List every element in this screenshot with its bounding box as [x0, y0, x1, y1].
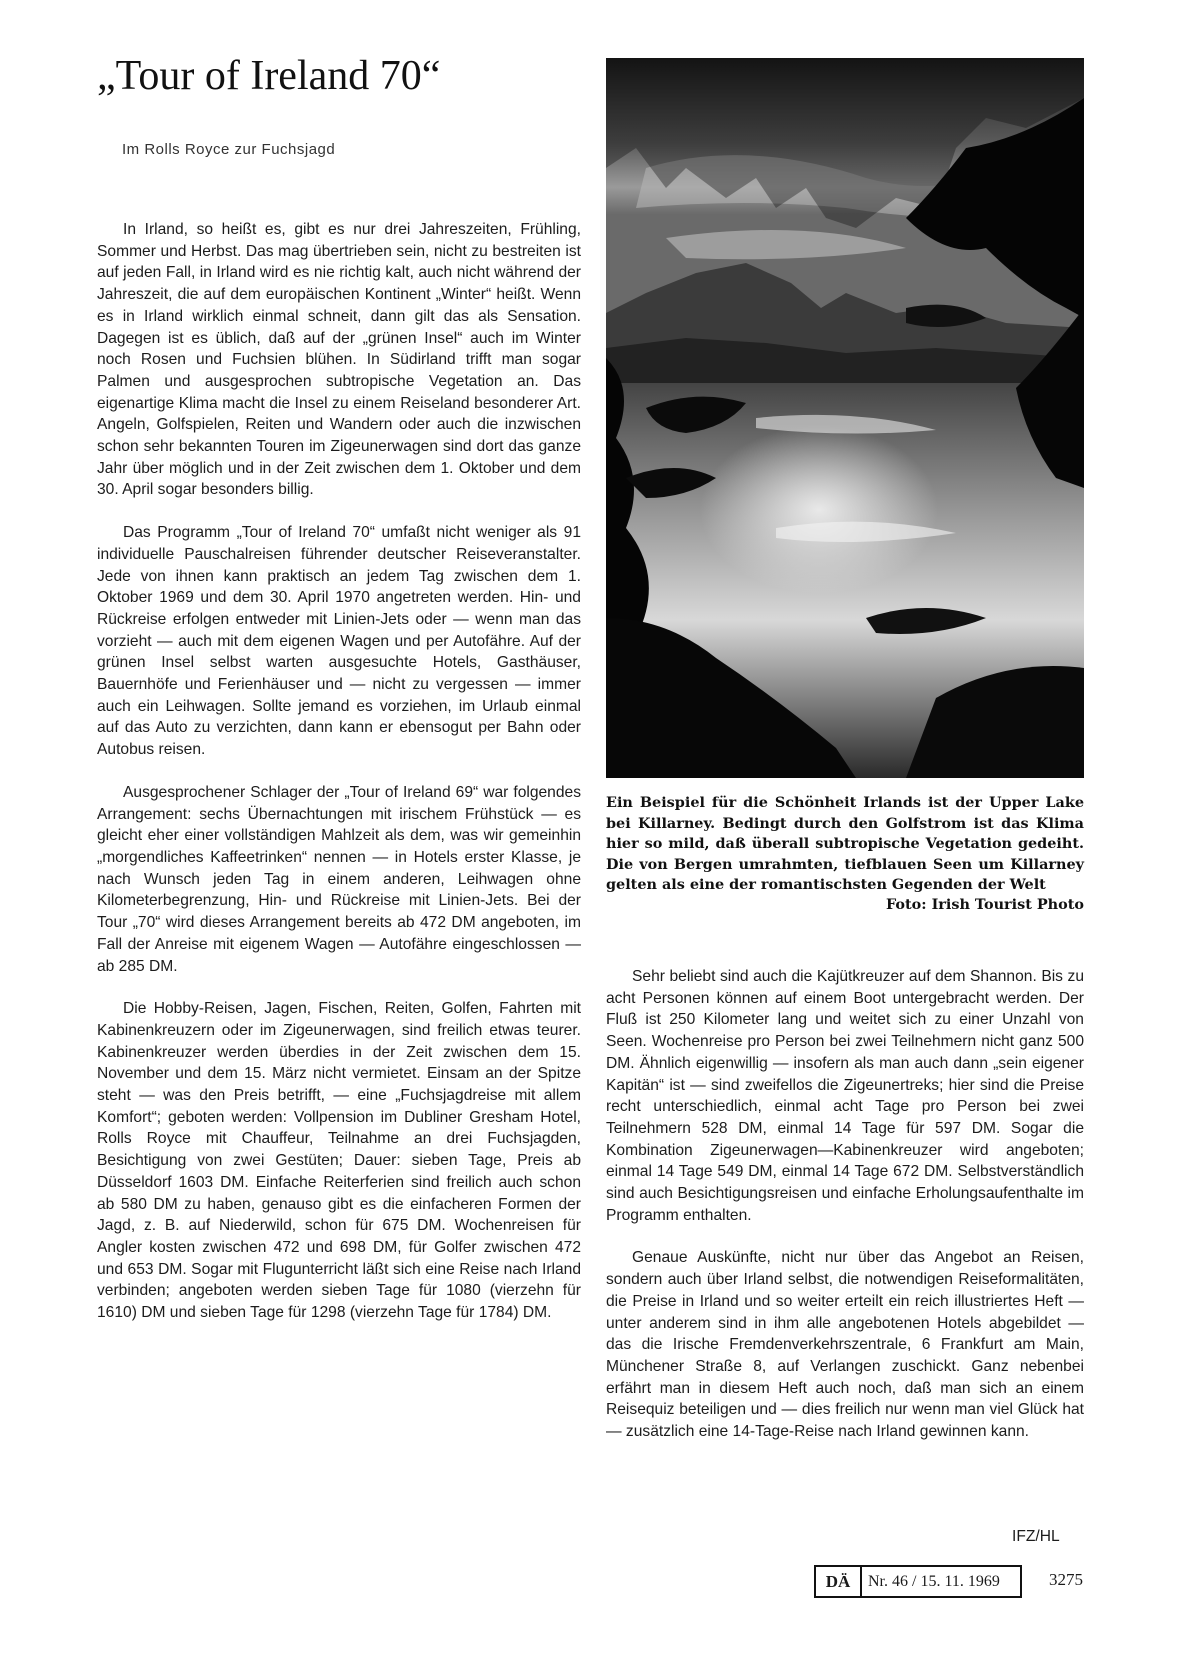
issue-number: Nr. 46 / 15. 11. 1969 [868, 1572, 1000, 1590]
page-number: 3275 [1049, 1570, 1083, 1589]
photo-credit: Foto: Irish Tourist Photo [885, 896, 1084, 913]
article-subtitle: Im Rolls Royce zur Fuchsjagd [122, 141, 336, 158]
author-signature: IFZ/HL [1012, 1528, 1060, 1545]
paragraph: Ausgesprochener Schlager der „Tour of Ireland 69“ war folgendes Arrangement: sechs Übernachtungen mit irischem Frühstück — es gleicht eher einer vollständigen Mahlzeit als dem, was wir gemeinhin „morgendliches Kaffeetrinken“ nennen — in Hotels erster Klasse, je nach Wunsch jeden Tag in einem anderen, Leihwagen ohne Kilometerbegrenzung, Hin- und Rückreise mit Linien-Jets. Bei der Tour „70“ wird dieses Arrangement bereits ab 472 DM angeboten, im Fall der Anreise mit eigenem Wagen — Autofähre eingeschlossen — ab 285 DM. [97, 783, 581, 975]
left-column [97, 219, 581, 1324]
footer-issue-box [814, 1565, 1022, 1598]
right-column [606, 966, 1084, 1443]
article-title: „Tour of Ireland 70“ [97, 53, 441, 99]
photo-caption: Ein Beispiel für die Schönheit Irlands ist der Upper Lake bei Killarney. Bedingt durch den Golfstrom ist das Klima hier so mild, daß überall subtropische Vegetation gedeiht. Die von Bergen umrahmten, tiefblauen Seen um Killarney gelten als eine der romantischsten Gegenden der Welt [606, 794, 1084, 893]
paragraph: In Irland, so heißt es, gibt es nur drei Jahreszeiten, Frühling, Sommer und Herbst. Das mag übertrieben sein, nicht zu bestreiten ist auf jeden Fall, in Irland wird es nie richtig kalt, auch nicht während der Jahreszeit, die auf dem europäischen Kontinent „Winter“ heißt. Wenn es in Irland wirklich einmal schneit, dann gilt das als Sensation. Dagegen ist es üblich, daß auf der „grünen Insel“ auch im Winter noch Rosen und Fuchsien blühen. In Südirland trifft man sogar Palmen und ausgesprochen subtropische Vegetation an. Das eigenartige Klima macht die Insel zu einem Reiseland besonderer Art. Angeln, Golfspielen, Reiten und Wandern oder auch die inzwischen schon sehr bekannten Touren im Zigeunerwagen sind dort das ganze Jahr über möglich und in der Zeit zwischen dem 1. Oktober und dem 30. April sogar besonders billig. [97, 221, 581, 499]
paragraph: Sehr beliebt sind auch die Kajütkreuzer auf dem Shannon. Bis zu acht Personen können auf einem Boot untergebracht werden. Der Fluß ist 250 Kilometer lang und weitet sich zu einer Unzahl von Seen. Wochenreise pro Person bei zwei Teilnehmern nicht ganz 500 DM. Ähnlich eigenwillig — insofern als man auch dann „sein eigener Kapitän“ ist — sind zweifellos die Zigeunertreks; hier sind die Preise recht unterschiedlich, einmal acht Tage pro Person bei zwei Teilnehmern 528 DM, einmal 14 Tage für 597 DM. Sogar die Kombination Zigeunerwagen—Kabinenkreuzer wird angeboten; einmal 14 Tage 549 DM, einmal 14 Tage 672 DM. Selbstverständlich sind auch Besichtigungsreisen und einfache Erholungsaufenthalte im Programm enthalten. [606, 968, 1084, 1224]
upper-lake-killarney-image [606, 58, 1084, 778]
paragraph: Genaue Auskünfte, nicht nur über das Angebot an Reisen, sondern auch über Irland selbst, die notwendigen Reiseformalitäten, die Preise in Irland und so weiter erteilt ein reich illustriertes Heft — unter anderem sind in ihm alle angebotenen Hotels abgebildet — das die Irische Fremdenverkehrszentrale, 6 Frankfurt am Main, Münchener Straße 8, auf Verlangen zuschickt. Ganz nebenbei erfährt man in diesem Heft auch noch, daß man sich an einem Reisequiz beteiligen und — dies freilich nur wenn man viel Glück hat — zusätzlich eine 14-Tage-Reise nach Irland gewinnen kann. [606, 1249, 1084, 1441]
lake-photo [606, 58, 1084, 778]
paragraph: Die Hobby-Reisen, Jagen, Fischen, Reiten, Golfen, Fahrten mit Kabinenkreuzern oder im Zigeunerwagen, sind freilich etwas teurer. Kabinenkreuzer werden überdies in der Zeit zwischen dem 15. November und dem 15. März nicht vermietet. Einsam an der Spitze steht — was den Preis betrifft, — eine „Fuchsjagdreise mit allem Komfort“; geboten werden: Vollpension im Dubliner Gresham Hotel, Rolls Royce mit Chauffeur, Teilnahme an drei Fuchsjagden, Besichtigung von zwei Gestüten; Dauer: sieben Tage, Preis ab Düsseldorf 1603 DM. Einfache Reiterferien sind freilich auch schon ab 580 DM zu haben, genauso gibt es die einfacheren Formen der Jagd, z. B. auf Niederwild, schon für 675 DM. Wochenreisen für Angler kosten zwischen 472 und 698 DM, für Golfer zwischen 472 und 653 DM. Sogar mit Flugunterricht läßt sich eine Reise nach Irland verbinden; angeboten werden sieben Tage für 1080 (vierzehn für 1610) DM und sieben Tage für 1298 (vierzehn Tage für 1784) DM. [97, 1000, 581, 1322]
journal-logo: DÄ [816, 1567, 862, 1596]
paragraph: Das Programm „Tour of Ireland 70“ umfaßt nicht weniger als 91 individuelle Pauschalreisen führender deutscher Reiseveranstalter. Jede von ihnen kann praktisch an jedem Tag zwischen dem 1. Oktober 1969 und dem 30. April 1970 angetreten werden. Hin- und Rückreise erfolgen entweder mit Linien-Jets oder — wenn man das vorzieht — auch mit dem eigenen Wagen und per Autofähre. Auf der grünen Insel selbst warten ausgesuchte Hotels, Gasthäuser, Bauernhöfe und Ferienhäuser und — nicht zu vergessen — immer auch ein Leihwagen. Sollte jemand es vorziehen, im Urlaub einmal auf das Auto zu verzichten, dann kann er ebensogut per Bahn oder Autobus reisen. [97, 524, 581, 759]
